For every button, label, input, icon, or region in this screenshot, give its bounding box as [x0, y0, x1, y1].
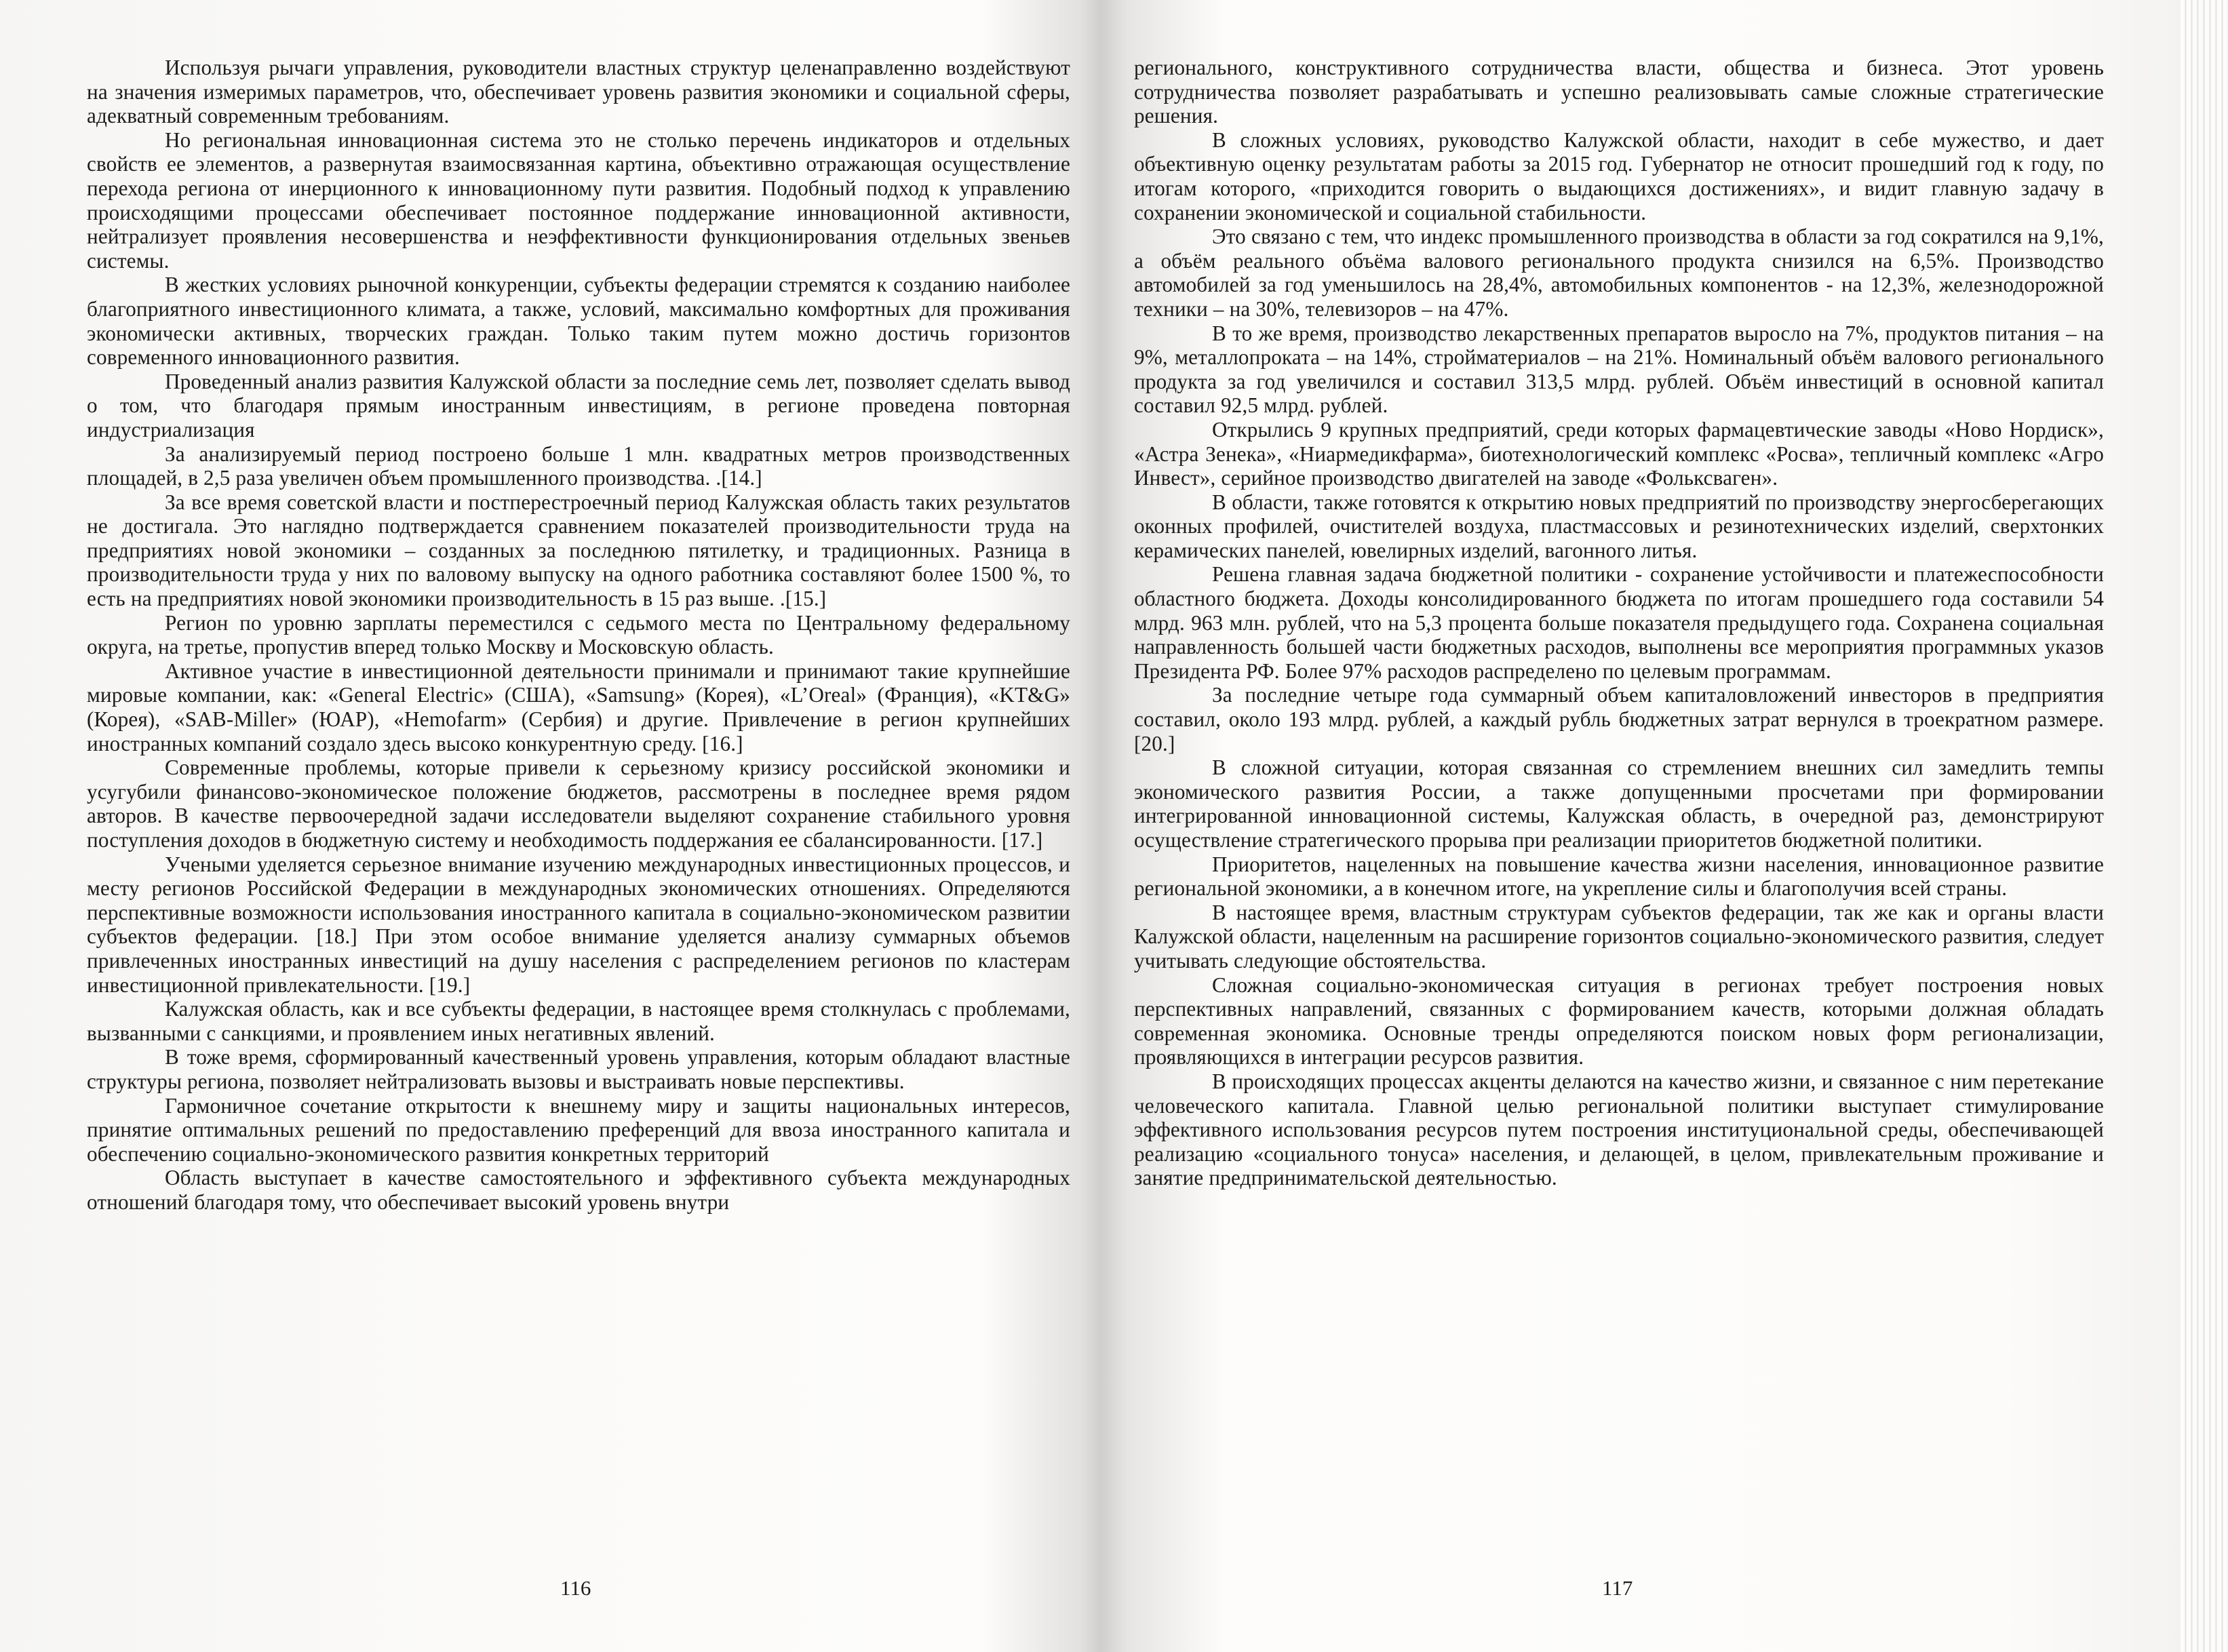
paragraph: Современные проблемы, которые привели к серьезному кризису российской экономики и усугубили финансово-экономическое положение бюджетов, рассмотрены в последнее время рядом авторов. В качестве первоочередной задачи исследователи выделяют сохранение стабильного уровня поступления доходов в бюджетную систему и необходимость поддержания ее сбалансированности. [17.] [87, 755, 1070, 852]
paragraph: В сложной ситуации, которая связанная со стремлением внешних сил замедлить темпы экономического развития России, а также допущенными просчетами при формировании интегрированной инновационной системы, Калужская область, в очередной раз, демонстрируют осуществление стратегического прорыва при реализации приоритетов бюджетной политики. [1134, 755, 2104, 852]
paragraph: За все время советской власти и постперестроечный период Калужская область таких результатов не достигала. Это наглядно подтверждается сравнением показателей производительности труда на предприятиях новой экономики – созданных за последнюю пятилетку, и традиционных. Разница в производительности труда у них по валовому выпуску на одного работника составляют более 1500 %, то есть на предприятиях новой экономики производительность в 15 раз выше. .[15.] [87, 490, 1070, 611]
left-page [87, 56, 1070, 1615]
paragraph: Активное участие в инвестиционной деятельности принимали и принимают такие крупнейшие мировые компании, как: «General Electric» (США), «Samsung» (Корея), «L’Oreal» (Франция), «KT&G» (Корея), «SAB-Miller» (ЮАР), «Hemofarm» (Сербия) и другие. Привлечение в регион крупнейших иностранных компаний создало здесь высоко конкурентную среду. [16.] [87, 658, 1070, 755]
page-edge [2181, 0, 2228, 1652]
paragraph: Область выступает в качестве самостоятельного и эффективного субъекта международных отношений благодаря тому, что обеспечивает высокий уровень внутри [87, 1166, 1070, 1214]
paragraph: Это связано с тем, что индекс промышленного производства в области за год сократился на 9,1%, а объём реального объёма валового регионального продукта снизился на 6,5%. Производство автомобилей за год уменьшилось на 28,4%, автомобильных компонентов - на 12,3%, железнодорожной техники – на 30%, телевизоров – на 47%. [1134, 224, 2104, 321]
paragraph: Калужская область, как и все субъекты федерации, в настоящее время столкнулась с проблемами, вызванными с санкциями, и проявлением иных негативных явлений. [87, 997, 1070, 1045]
paragraph: В тоже время, сформированный качественный уровень управления, которым обладают властные структуры региона, позволяет нейтрализовать вызовы и выстраивать новые перспективы. [87, 1045, 1070, 1093]
paragraph: Регион по уровню зарплаты переместился с седьмого места по Центральному федеральному округа, на третье, пропустив вперед только Москву и Московскую область. [87, 610, 1070, 659]
paragraph: Приоритетов, нацеленных на повышение качества жизни населения, инновационное развитие региональной экономики, а в конечном итоге, на укрепление силы и благополучия всей страны. [1134, 852, 2104, 901]
paragraph: В сложных условиях, руководство Калужской области, находит в себе мужество, и дает объективную оценку результатам работы за 2015 год. Губернатор не относит прошедший год к году, по итогам которого, «приходится говорить о выдающихся достижениях», и видит главную задачу в сохранении экономической и социальной стабильности. [1134, 127, 2104, 224]
paragraph: В настоящее время, властным структурам субъектов федерации, так же как и органы власти Калужской области, нацеленным на расширение горизонтов социально-экономического развития, следует учитывать следующие обстоятельства. [1134, 900, 2104, 972]
page-number-left: 116 [560, 1576, 591, 1600]
paragraph: Гармоничное сочетание открытости к внешнему миру и защиты национальных интересов, принятие оптимальных решений по предоставлению преференций для ввоза иностранного капитала и обеспечению социально-экономического развития конкретных территорий [87, 1093, 1070, 1166]
paragraph: Проведенный анализ развития Калужской области за последние семь лет, позволяет сделать вывод о том, что благодаря прямым иностранным инвестициям, в регионе проведена повторная индустриализация [87, 369, 1070, 441]
paragraph: За анализируемый период построено больше 1 млн. квадратных метров производственных площадей, в 2,5 раза увеличен объем промышленного производства. .[14.] [87, 441, 1070, 490]
paragraph: В жестких условиях рыночной конкуренции, субъекты федерации стремятся к созданию наиболее благоприятного инвестиционного климата, а также, условий, максимально комфортных для проживания экономически активных, творческих граждан. Только таким путем можно достичь горизонтов современного инновационного развития. [87, 273, 1070, 370]
paragraph: Используя рычаги управления, руководители властных структур целенаправленно воздействуют на значения измеримых параметров, что, обеспечивает уровень развития экономики и социальной сферы, адекватный современным требованиям. [87, 56, 1070, 128]
paragraph: Открылись 9 крупных предприятий, среди которых фармацевтические заводы «Ново Нордиск», «Астра Зенека», «Ниармедикфарма», биотехнологический комплекс «Росва», тепличный комплекс «Агро Инвест», серийное производство двигателей на заводе «Фольксваген». [1134, 417, 2104, 490]
right-page [1134, 56, 2104, 1615]
paragraph: За последние четыре года суммарный объем капиталовложений инвесторов в предприятия составил, около 193 млрд. рублей, а каждый рубль бюджетных затрат вернулся в троекратном размере. [20.] [1134, 683, 2104, 755]
paragraph: В происходящих процессах акценты делаются на качество жизни, и связанное с ним перетекание человеческого капитала. Главной целью региональной политики выступает стимулирование эффективного использования ресурсов путем построения институциональной среды, обеспечивающей реализацию «социального тонуса» населения, и делающей, в целом, привлекательным проживание и занятие предпринимательской деятельностью. [1134, 1069, 2104, 1190]
page-number-right: 117 [1602, 1576, 1633, 1600]
paragraph: Но региональная инновационная система это не столько перечень индикаторов и отдельных свойств ее элементов, а развернутая взаимосвязанная картина, объективно отражающая осуществление перехода региона от инерционного к инновационному пути развития. Подобный подход к управлению происходящими процессами обеспечивает постоянное поддержание инновационной активности, нейтрализует проявления несовершенства и неэффективности функционирования отдельных звеньев системы. [87, 127, 1070, 273]
paragraph: Решена главная задача бюджетной политики - сохранение устойчивости и платежеспособности областного бюджета. Доходы консолидированного бюджета по итогам прошедшего года составили 54 млрд. 963 млн. рублей, что на 5,3 процента больше показателя предыдущего года. Сохранена социальная направленность большей части бюджетных расходов, выполнены все мероприятия программных указов Президента РФ. Более 97% расходов распределено по целевым программам. [1134, 562, 2104, 683]
paragraph-continuation: регионального, конструктивного сотрудничества власти, общества и бизнеса. Этот уровень сотрудничества позволяет разрабатывать и успешно реализовывать самые сложные стратегические решения. [1134, 56, 2104, 128]
paragraph: В области, также готовятся к открытию новых предприятий по производству энергосберегающих оконных профилей, очистителей воздуха, пластмассовых и резинотехнических изделий, сверхтонких керамических панелей, ювелирных изделий, вагонного литья. [1134, 490, 2104, 562]
paragraph: В то же время, производство лекарственных препаратов выросло на 7%, продуктов питания – на 9%, металлопроката – на 14%, стройматериалов – на 21%. Номинальный объём валового регионального продукта за год увеличился и составил 313,5 млрд. рублей. Объём инвестиций в основной капитал составил 92,5 млрд. рублей. [1134, 321, 2104, 418]
paragraph: Учеными уделяется серьезное внимание изучению международных инвестиционных процессов, и месту регионов Российской Федерации в международных экономических отношениях. Определяются перспективные возможности использования иностранного капитала в социально-экономическом развитии субъектов федерации. [18.] При этом особое внимание уделяется анализу суммарных объемов привлеченных иностранных инвестиций на душу населения с распределением регионов по кластерам инвестиционной привлекательности. [19.] [87, 852, 1070, 997]
paragraph: Сложная социально-экономическая ситуация в регионах требует построения новых перспективных направлений, связанных с формированием качеств, которыми должная обладать современная экономика. Основные тренды определяются поиском новых форм регионализации, проявляющихся в интеграции ресурсов развития. [1134, 972, 2104, 1069]
